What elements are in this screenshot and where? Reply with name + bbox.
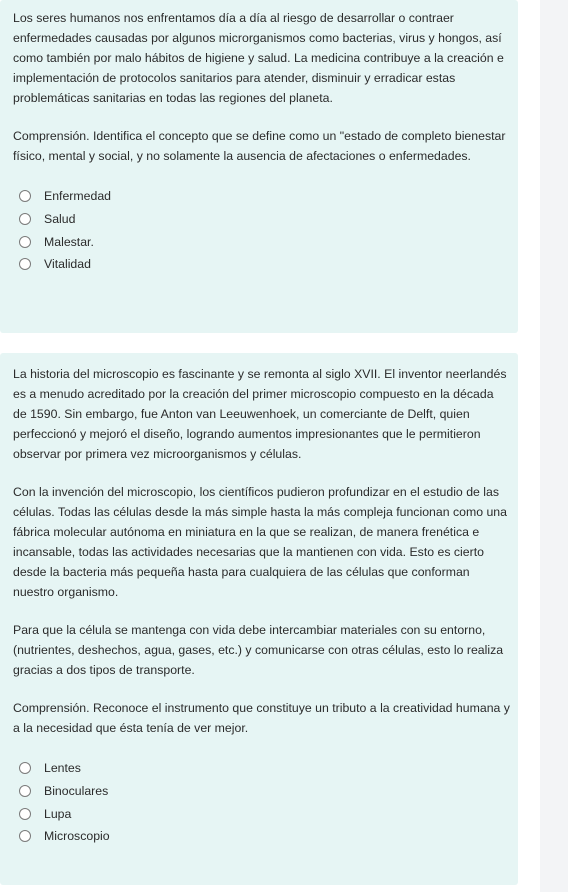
- option-salud[interactable]: [13, 208, 510, 231]
- radio-button[interactable]: [19, 190, 31, 202]
- option-label: Salud: [44, 212, 76, 227]
- option-lentes[interactable]: [13, 757, 510, 780]
- option-malestar[interactable]: [13, 230, 510, 253]
- question-1-passage: Los seres humanos nos enfrentamos día a día al riesgo de desarrollar o contraer enfermedades causadas por algunos microrganismos como bacterias, virus y hongos, así como también por malo hábitos de higiene y salud. La medicina contribuye a la creación e implementación de protocolos sanitarios para atender, disminuir y erradicar estas problemáticas sanitarias en todas las regiones del planeta.: [13, 11, 504, 105]
- radio-button[interactable]: [19, 830, 31, 842]
- radio-button[interactable]: [19, 258, 31, 270]
- question-2-paragraph-2: Con la invención del microscopio, los científicos pudieron profundizar en el estudio de las células. Todas las células desde la más simple hasta la más compleja funcionan como una fábrica molecular autónoma en miniatura en la que se realizan, de manera frenética e incansable, todas las actividades necesarias que la mantienen con vida. Esto es cierto desde la bacteria más pequeña hasta para cualquiera de las células que conforman nuestro organismo.: [13, 485, 507, 599]
- radio-button[interactable]: [19, 785, 31, 797]
- option-label: Enfermedad: [44, 189, 111, 204]
- question-1-options: [13, 185, 510, 276]
- question-1-prompt: Comprensión. Identifica el concepto que se define como un "estado de completo bienestar físico, mental y social, y no solamente la ausencia de afectaciones o enfermedades.: [13, 129, 506, 163]
- radio-button[interactable]: [19, 213, 31, 225]
- radio-button[interactable]: [19, 762, 31, 774]
- option-label: Vitalidad: [44, 257, 91, 272]
- option-label: Lupa: [44, 806, 72, 821]
- question-card-2: [0, 353, 518, 885]
- option-label: Malestar.: [44, 234, 94, 249]
- option-label: Microscopio: [44, 829, 110, 844]
- question-2-prompt: Comprensión. Reconoce el instrumento que constituye un tributo a la creatividad humana y a la necesidad que ésta tenía de ver mejor.: [13, 701, 510, 735]
- scrollbar-track[interactable]: [540, 0, 568, 892]
- question-2-options: [13, 757, 510, 848]
- option-label: Lentes: [44, 761, 81, 776]
- question-2-paragraph-1: La historia del microscopio es fascinante y se remonta al siglo XVII. El inventor neerlandés es a menudo acreditado por la creación del primer microscopio compuesto en la década de 1590. Sin embargo, fue Anton van Leeuwenhoek, un comerciante de Delft, quien perfeccionó y mejoró el diseño, logrando aumentos impresionantes que le permitieron observar por primera vez microorganismos y células.: [13, 367, 507, 461]
- option-microscopio[interactable]: [13, 825, 510, 848]
- option-enfermedad[interactable]: [13, 185, 510, 208]
- option-lupa[interactable]: [13, 802, 510, 825]
- question-card-1: [0, 0, 518, 333]
- question-2-paragraph-3: Para que la célula se mantenga con vida debe intercambiar materiales con su entorno, (nutrientes, deshechos, agua, gases, etc.) y comunicarse con otras células, esto lo realiza gracias a dos tipos de transporte.: [13, 623, 504, 677]
- radio-button[interactable]: [19, 808, 31, 820]
- radio-button[interactable]: [19, 236, 31, 248]
- option-binoculares[interactable]: [13, 780, 510, 803]
- option-vitalidad[interactable]: [13, 253, 510, 276]
- option-label: Binoculares: [44, 784, 109, 799]
